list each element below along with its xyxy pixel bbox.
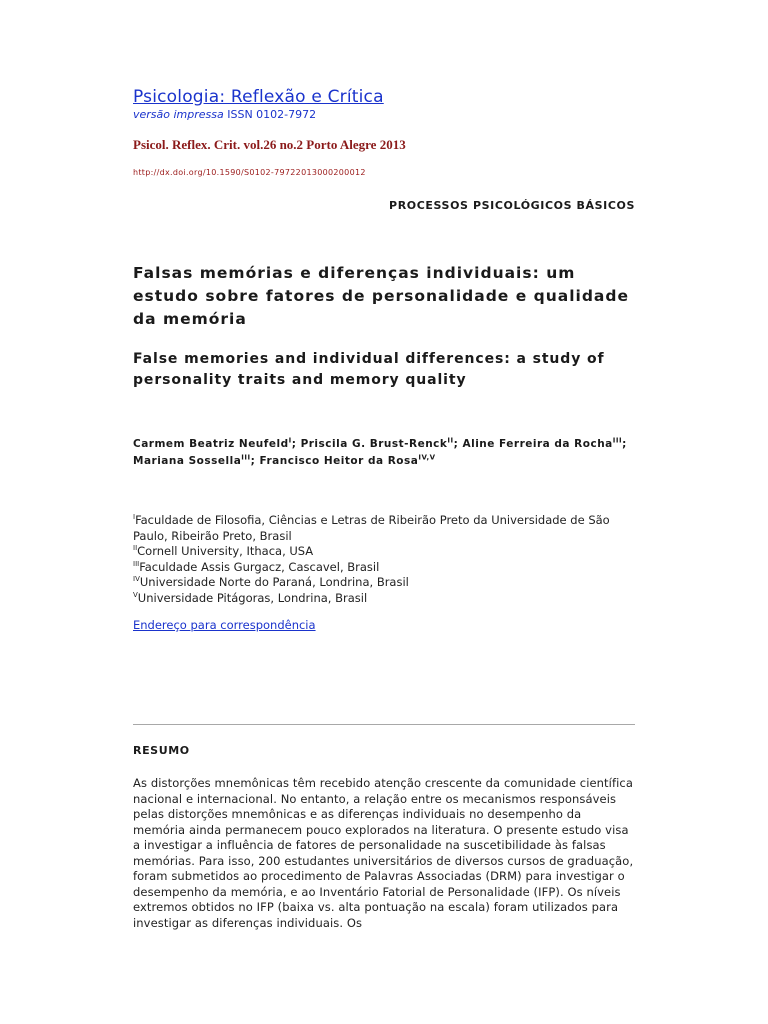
section-divider bbox=[133, 724, 635, 725]
affiliation-item: $^I$Faculdade de Filosofia, Ciências e Letras de Ribeirão Preto da Universidade de São Paulo, Ribeirão Preto, Brasil bbox=[133, 513, 610, 543]
article-title-pt: Falsas memórias e diferenças individuais: um estudo sobre fatores de personalidade e qualidade da memória bbox=[133, 264, 629, 328]
author: Carmem Beatriz Neufeld$^I$; bbox=[133, 436, 301, 450]
correspondence-link[interactable]: Endereço para correspondência bbox=[133, 618, 316, 632]
section-label: PROCESSOS PSICOLÓGICOS BÁSICOS bbox=[389, 199, 635, 212]
doi: http://dx.doi.org/10.1590/S0102-79722013000200012 bbox=[133, 168, 366, 177]
author: Mariana Sossella$^{III}$; bbox=[133, 453, 260, 467]
journal-title-link[interactable]: Psicologia: Reflexão e Crítica bbox=[133, 87, 384, 107]
affiliation-item: $^{IV}$Universidade Norte do Paraná, Londrina, Brasil bbox=[133, 575, 409, 589]
abstract-body: As distorções mnemônicas têm recebido atenção crescente da comunidade científica nacional e internacional. No entanto, a relação entre os mecanismos responsáveis pelas distorções mnemônicas e as diferenças individuais no desempenho da memória ainda permanecem pouco explorados na literatura. O presente estudo visa a investigar a influência de fatores de personalidade na suscetibilidade às falsas memórias. Para isso, 200 estudantes universitários de diversos cursos de graduação, foram submetidos ao procedimento de Palavras Associadas (DRM) para investigar o desempenho da memória, e ao Inventário Fatorial de Personalidade (IFP). Os níveis extremos obtidos no IFP (baixa vs. alta pontuação na escala) foram utilizados para investigar as diferenças individuais. Os bbox=[133, 776, 634, 930]
affiliation-item: $^{III}$Faculdade Assis Gurgacz, Cascavel, Brasil bbox=[133, 559, 380, 574]
author: Francisco Heitor da Rosa$^{IV,V}$ bbox=[259, 453, 436, 467]
issn: ISSN 0102-7972 bbox=[227, 108, 317, 121]
author: Aline Ferreira da Rocha$^{III}$; bbox=[462, 436, 627, 450]
version-label: versão impressa bbox=[133, 108, 224, 121]
author-list bbox=[133, 436, 635, 470]
abstract-heading: RESUMO bbox=[133, 744, 190, 757]
affiliation-item: $^V$Universidade Pitágoras, Londrina, Brasil bbox=[133, 590, 368, 605]
affiliation-item: $^{II}$Cornell University, Ithaca, USA bbox=[133, 544, 314, 558]
article-title-en: False memories and individual differences: a study of personality traits and memory quality bbox=[133, 351, 605, 388]
affiliation-list bbox=[133, 513, 635, 606]
issn-line bbox=[133, 108, 316, 121]
citation: Psicol. Reflex. Crit. vol.26 no.2 Porto Alegre 2013 bbox=[133, 137, 406, 152]
author: Priscila G. Brust-Renck$^{II}$; bbox=[300, 436, 463, 450]
